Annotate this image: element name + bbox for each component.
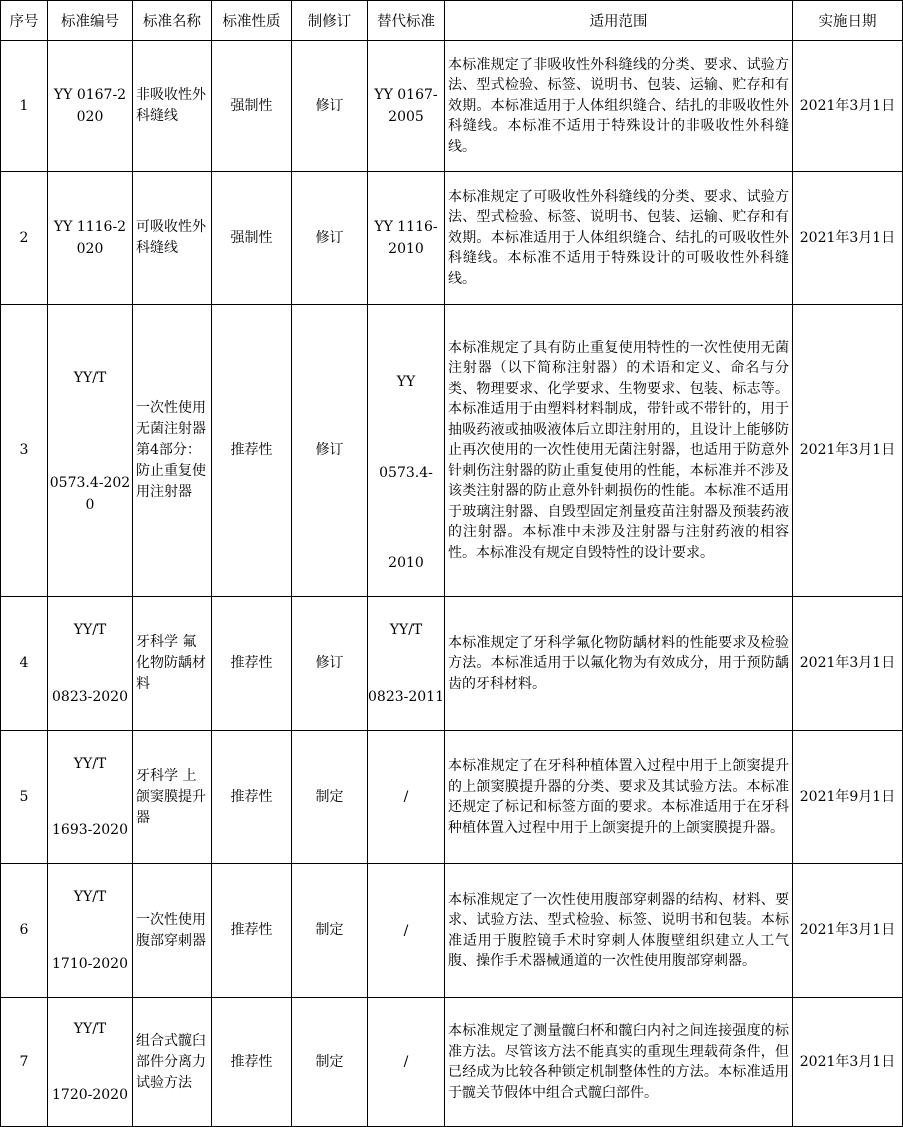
cell-seq: 2	[1, 172, 48, 305]
cell-replaces: YY 0167-2005	[368, 41, 445, 172]
cell-date: 2021年3月1日	[793, 864, 903, 998]
table-row	[1, 864, 903, 998]
cell-nature: 强制性	[212, 41, 292, 172]
replaces-number: 0823-2011	[368, 689, 444, 705]
header-date: 实施日期	[793, 1, 903, 41]
table-row	[1, 305, 903, 597]
code-number: 1720-2020	[52, 1087, 128, 1103]
replaces-number: 0573.4-	[379, 464, 433, 481]
header-revision: 制修订	[292, 1, 368, 41]
header-replaces: 替代标准	[368, 1, 445, 41]
cell-date: 2021年3月1日	[793, 172, 903, 305]
cell-seq: 3	[1, 305, 48, 597]
cell-replaces: /	[368, 998, 445, 1127]
header-code: 标准编号	[48, 1, 133, 41]
cell-name: 组合式髋臼部件分离力试验方法	[133, 998, 212, 1127]
cell-scope: 本标准规定了在牙科种植体置入过程中用于上颌窦提升的上颌窦膜提升器的分类、要求及其试验方法。本标准还规定了标记和标签方面的要求。本标准适用于在牙科种植体置入过程中用于上颌窦提升的上颌窦膜提升器。	[445, 731, 793, 864]
code-prefix: YY/T	[73, 756, 107, 772]
cell-date: 2021年3月1日	[793, 597, 903, 731]
cell-name: 一次性使用腹部穿刺器	[133, 864, 212, 998]
cell-date: 2021年3月1日	[793, 41, 903, 172]
cell-seq: 7	[1, 998, 48, 1127]
cell-scope: 本标准规定了一次性使用腹部穿刺器的结构、材料、要求、试验方法、型式检验、标签、说明书和包装。本标准适用于腹腔镜手术时穿刺人体腹壁组织建立人工气腹、操作手术器械通道的一次性使用腹部穿刺器。	[445, 864, 793, 998]
code-prefix: YY/T	[73, 370, 107, 386]
cell-revision: 制定	[292, 998, 368, 1127]
header-nature: 标准性质	[212, 1, 292, 41]
cell-code	[48, 597, 133, 731]
table-row	[1, 41, 903, 172]
cell-revision: 修订	[292, 172, 368, 305]
table-row	[1, 998, 903, 1127]
cell-seq: 4	[1, 597, 48, 731]
cell-code	[48, 864, 133, 998]
header-scope: 适用范围	[445, 1, 793, 41]
cell-name: 牙科学 氟化物防龋材料	[133, 597, 212, 731]
cell-nature: 推荐性	[212, 305, 292, 597]
cell-revision: 修订	[292, 305, 368, 597]
cell-revision: 修订	[292, 41, 368, 172]
cell-date: 2021年9月1日	[793, 731, 903, 864]
table-row	[1, 731, 903, 864]
cell-date: 2021年3月1日	[793, 998, 903, 1127]
code-prefix: YY/T	[73, 1021, 107, 1037]
cell-code	[48, 998, 133, 1127]
cell-name: 牙科学 上颌窦膜提升器	[133, 731, 212, 864]
cell-code: YY 0167-2020	[48, 41, 133, 172]
cell-nature: 推荐性	[212, 864, 292, 998]
code-prefix: YY/T	[73, 889, 107, 905]
cell-revision: 制定	[292, 731, 368, 864]
cell-nature: 推荐性	[212, 731, 292, 864]
header-name: 标准名称	[133, 1, 212, 41]
cell-replaces	[368, 597, 445, 731]
cell-revision: 制定	[292, 864, 368, 998]
cell-nature: 强制性	[212, 172, 292, 305]
cell-revision: 修订	[292, 597, 368, 731]
cell-seq: 1	[1, 41, 48, 172]
code-number: 1710-2020	[52, 956, 128, 972]
cell-scope: 本标准规定了牙科学氟化物防龋材料的性能要求及检验方法。本标准适用于以氟化物为有效成分，用于预防龋齿的牙科材料。	[445, 597, 793, 731]
header-row	[1, 1, 903, 41]
cell-code	[48, 305, 133, 597]
replaces-prefix: YY/T	[389, 622, 423, 638]
cell-name: 非吸收性外科缝线	[133, 41, 212, 172]
code-prefix: YY/T	[73, 622, 107, 638]
cell-seq: 6	[1, 864, 48, 998]
cell-scope: 本标准规定了可吸收性外科缝线的分类、要求、试验方法、型式检验、标签、说明书、包装、运输、贮存和有效期。本标准适用于人体组织缝合、结扎的可吸收性外科缝线。本标准不适用于特殊设计的可吸收性外科缝线。	[445, 172, 793, 305]
cell-name: 一次性使用无菌注射器 第4部分：防止重复使用注射器	[133, 305, 212, 597]
table-row	[1, 172, 903, 305]
cell-name: 可吸收性外科缝线	[133, 172, 212, 305]
cell-nature: 推荐性	[212, 998, 292, 1127]
replaces-prefix: YY	[396, 374, 416, 390]
code-number: 1693-2020	[52, 822, 128, 838]
cell-code: YY 1116-2020	[48, 172, 133, 305]
code-number: 0573.4-2020	[49, 475, 131, 513]
cell-scope: 本标准规定了非吸收性外科缝线的分类、要求、试验方法、型式检验、标签、说明书、包装、运输、贮存和有效期。本标准适用于人体组织缝合、结扎的非吸收性外科缝线。本标准不适用于特殊设计的非吸收性外科缝线。	[445, 41, 793, 172]
cell-replaces: YY 1116-2010	[368, 172, 445, 305]
cell-replaces	[368, 305, 445, 597]
cell-replaces: /	[368, 731, 445, 864]
cell-replaces: /	[368, 864, 445, 998]
cell-scope: 本标准规定了具有防止重复使用特性的一次性使用无菌注射器（以下简称注射器）的术语和定义、命名与分类、物理要求、化学要求、生物要求、包装、标志等。本标准适用于由塑料材料制成，带针或不带针的，用于抽吸药液或抽吸液体后立即注射用的，且设计上能够防止再次使用的一次性使用无菌注射器，也适用于防意外针刺伤注射器的防止重复使用的性能，本标准并不涉及该类注射器的防止意外针刺损伤的性能。本标准不适用于玻璃注射器、自毁型固定剂量疫苗注射器及预装药液的注射器。本标准中未涉及注射器与注射药液的相容性。本标准没有规定自毁特性的设计要求。	[445, 305, 793, 597]
cell-date: 2021年3月1日	[793, 305, 903, 597]
cell-scope: 本标准规定了测量髋臼杯和髋臼内衬之间连接强度的标准方法。尽管该方法不能真实的重现生理载荷条件，但已经成为比较各种锁定机制整体性的方法。本标准适用于髋关节假体中组合式髋臼部件。	[445, 998, 793, 1127]
cell-nature: 推荐性	[212, 597, 292, 731]
cell-seq: 5	[1, 731, 48, 864]
replaces-year: 2010	[388, 555, 424, 571]
cell-code	[48, 731, 133, 864]
code-number: 0823-2020	[52, 689, 128, 705]
table-row	[1, 597, 903, 731]
header-seq: 序号	[1, 1, 48, 41]
